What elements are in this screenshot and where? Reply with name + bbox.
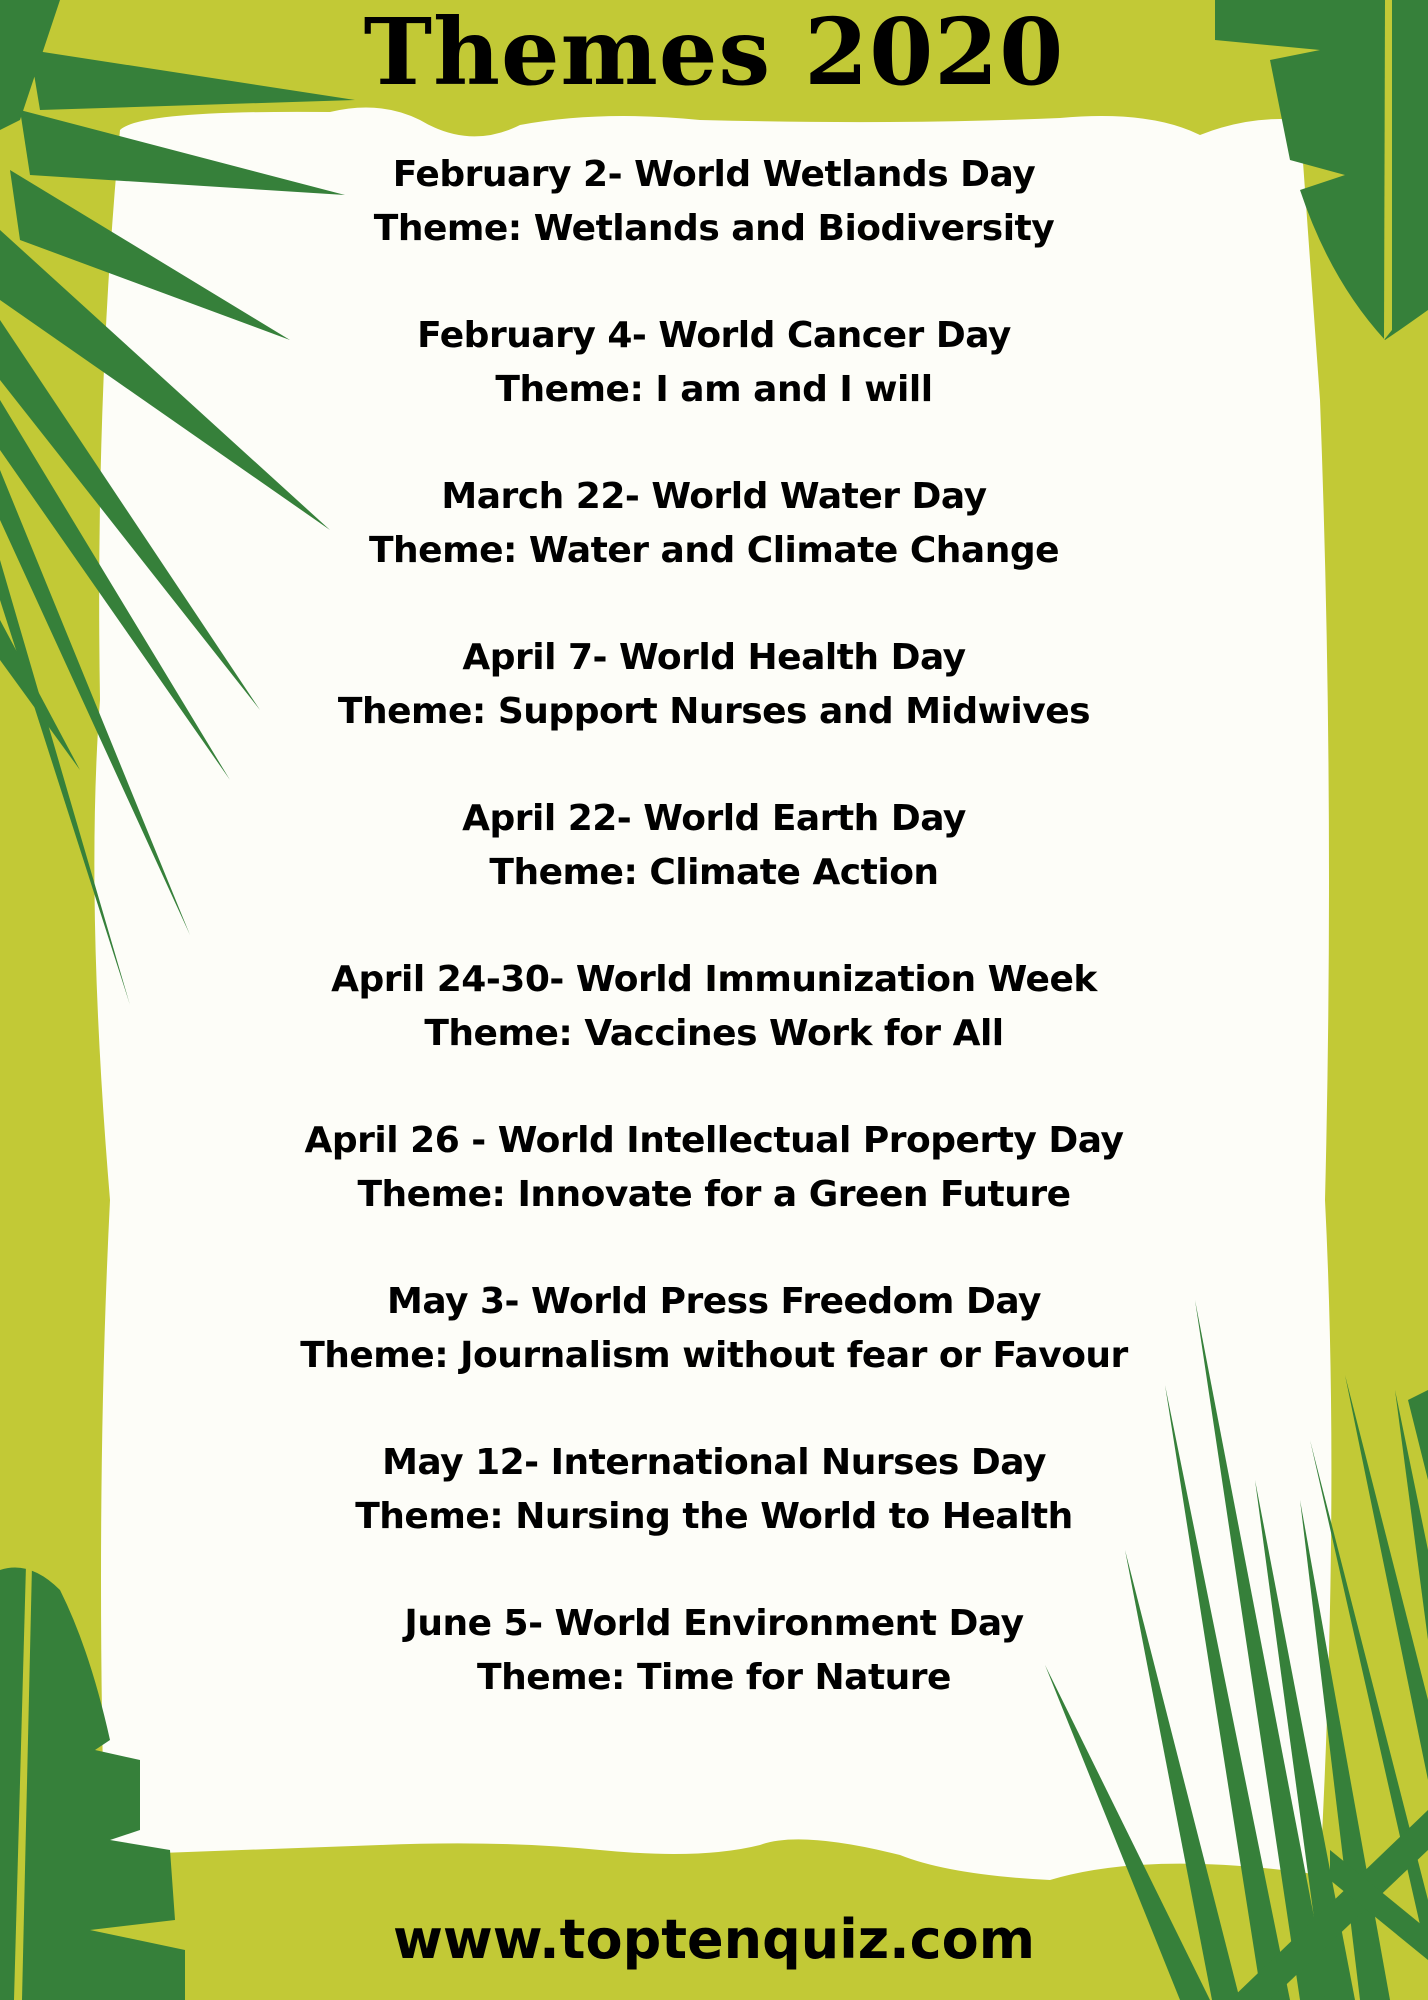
- event-date-line: June 5- World Environment Day: [404, 1603, 1024, 1644]
- event-date-line: February 2- World Wetlands Day: [392, 154, 1036, 195]
- event-theme-line: Theme: Journalism without fear or Favour: [300, 1335, 1128, 1376]
- page-title: Themes 2020: [363, 0, 1065, 106]
- event-theme-line: Theme: Nursing the World to Health: [355, 1496, 1073, 1537]
- event-theme-line: Theme: Climate Action: [489, 852, 939, 893]
- event-item: [150, 792, 1278, 953]
- event-item: [150, 1597, 1278, 1758]
- event-date-line: May 12- International Nurses Day: [382, 1442, 1046, 1483]
- event-date-line: April 22- World Earth Day: [462, 798, 966, 839]
- event-item: [150, 148, 1278, 309]
- event-item: [150, 309, 1278, 470]
- event-theme-line: Theme: Time for Nature: [477, 1657, 951, 1698]
- event-theme-line: Theme: Wetlands and Biodiversity: [373, 208, 1055, 249]
- event-date-line: May 3- World Press Freedom Day: [387, 1281, 1041, 1322]
- event-date-line: March 22- World Water Day: [441, 476, 987, 517]
- event-item: [150, 1436, 1278, 1597]
- event-theme-line: Theme: Vaccines Work for All: [424, 1013, 1004, 1054]
- event-item: [150, 1114, 1278, 1275]
- event-item: [150, 953, 1278, 1114]
- event-theme-line: Theme: Innovate for a Green Future: [357, 1174, 1071, 1215]
- event-item: [150, 470, 1278, 631]
- event-theme-line: Theme: I am and I will: [495, 369, 933, 410]
- event-item: [150, 631, 1278, 792]
- event-date-line: February 4- World Cancer Day: [417, 315, 1011, 356]
- website-footer: [0, 1908, 1428, 1971]
- event-date-line: April 26 - World Intellectual Property Day: [304, 1120, 1124, 1161]
- event-theme-line: Theme: Water and Climate Change: [368, 530, 1060, 571]
- website-url: www.toptenquiz.com: [392, 1908, 1036, 1971]
- event-item: [150, 1275, 1278, 1436]
- events-list: [150, 148, 1278, 1758]
- event-theme-line: Theme: Support Nurses and Midwives: [337, 691, 1091, 732]
- event-date-line: April 24-30- World Immunization Week: [331, 959, 1097, 1000]
- event-date-line: April 7- World Health Day: [462, 637, 966, 678]
